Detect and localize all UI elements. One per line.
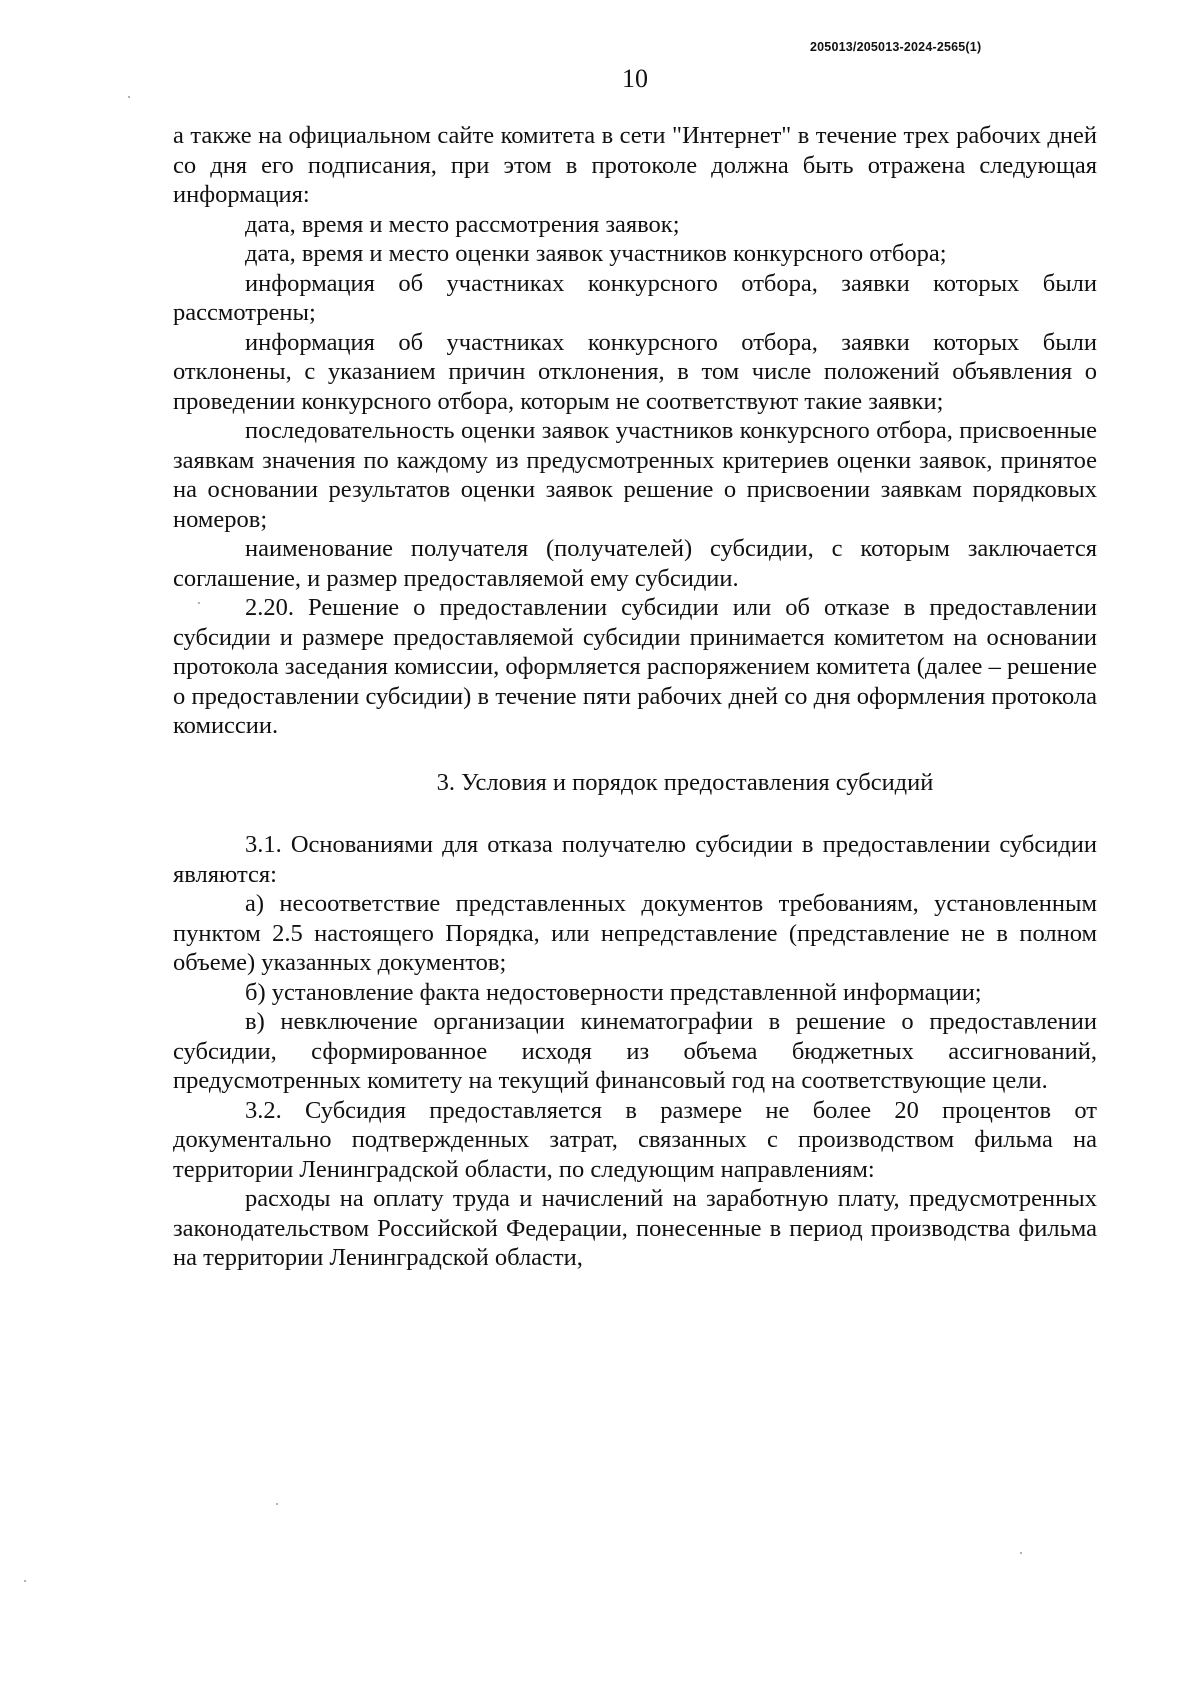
paragraph-labor-costs: расходы на оплату труда и начислений на заработную плату, предусмотренных законодательством Российской Федерации, понесенные в период производства фильма на территории Ленинградской области, [173,1185,1097,1271]
section-heading: 3. Условия и порядок предоставления субсидий [436,768,934,796]
list-item-recipient-name: наименование получателя (получателей) субсидии, с которым заключается соглашение, и размер предоставляемой ему субсидии. [173,535,1097,592]
list-item-review-date: дата, время и место рассмотрения заявок; [245,210,680,238]
paragraph-3-1: 3.1. Основаниями для отказа получателю субсидии в предоставлении субсидии являются: [173,831,1097,888]
scan-speck [276,1503,278,1505]
document-id: 205013/205013-2024-2565(1) [810,40,982,54]
scan-speck [24,1580,26,1582]
list-item-evaluation-sequence: последовательность оценки заявок участников конкурсного отбора, присвоенные заявкам значения по каждому из предусмотренных критериев оценки заявок, принятое на основании результатов оценки заявок решение о присвоении заявкам порядковых номеров; [173,417,1097,533]
list-item-evaluation-date: дата, время и место оценки заявок участников конкурсного отбора; [245,240,947,267]
list-item-v: в) невключение организации кинематографии в решение о предоставлении субсидии, сформированное исходя из объема бюджетных ассигнований, предусмотренных комитету на текущий финансовый год на соответствующие цели. [173,1008,1097,1094]
scan-speck [1020,1552,1022,1554]
list-item-rejected-participants: информация об участниках конкурсного отбора, заявки которых были отклонены, с указанием причин отклонения, в том числе положений объявления о проведении конкурсного отбора, которым не соответствуют такие заявки; [173,328,1097,415]
list-item-a: а) несоответствие представленных документов требованиям, установленным пунктом 2.5 настоящего Порядка, или непредставление (представление не в полном объеме) указанных документов; [173,890,1097,976]
page-number: 10 [622,64,648,93]
paragraph-3-2: 3.2. Субсидия предоставляется в размере не более 20 процентов от документально подтвержденных затрат, связанных с производством фильма на территории Ленинградской области, по следующим направлениям: [173,1096,1097,1183]
scan-speck [128,96,130,98]
paragraph-intro: а также на официальном сайте комитета в сети "Интернет" в течение трех рабочих дней со дня его подписания, при этом в протоколе должна быть отражена следующая информация: [173,122,1097,208]
list-item-reviewed-participants: информация об участниках конкурсного отбора, заявки которых были рассмотрены; [173,269,1097,326]
scan-speck [198,602,200,604]
document-body [173,121,1097,1273]
list-item-b: б) установление факта недостоверности представленной информации; [245,978,982,1006]
paragraph-2-20: 2.20. Решение о предоставлении субсидии или об отказе в предоставлении субсидии и размере предоставляемой субсидии принимается комитетом на основании протокола заседания комиссии, оформляется распоряжением комитета (далее – решение о предоставлении субсидии) в течение пяти рабочих дней со дня оформления протокола комиссии. [173,594,1097,739]
